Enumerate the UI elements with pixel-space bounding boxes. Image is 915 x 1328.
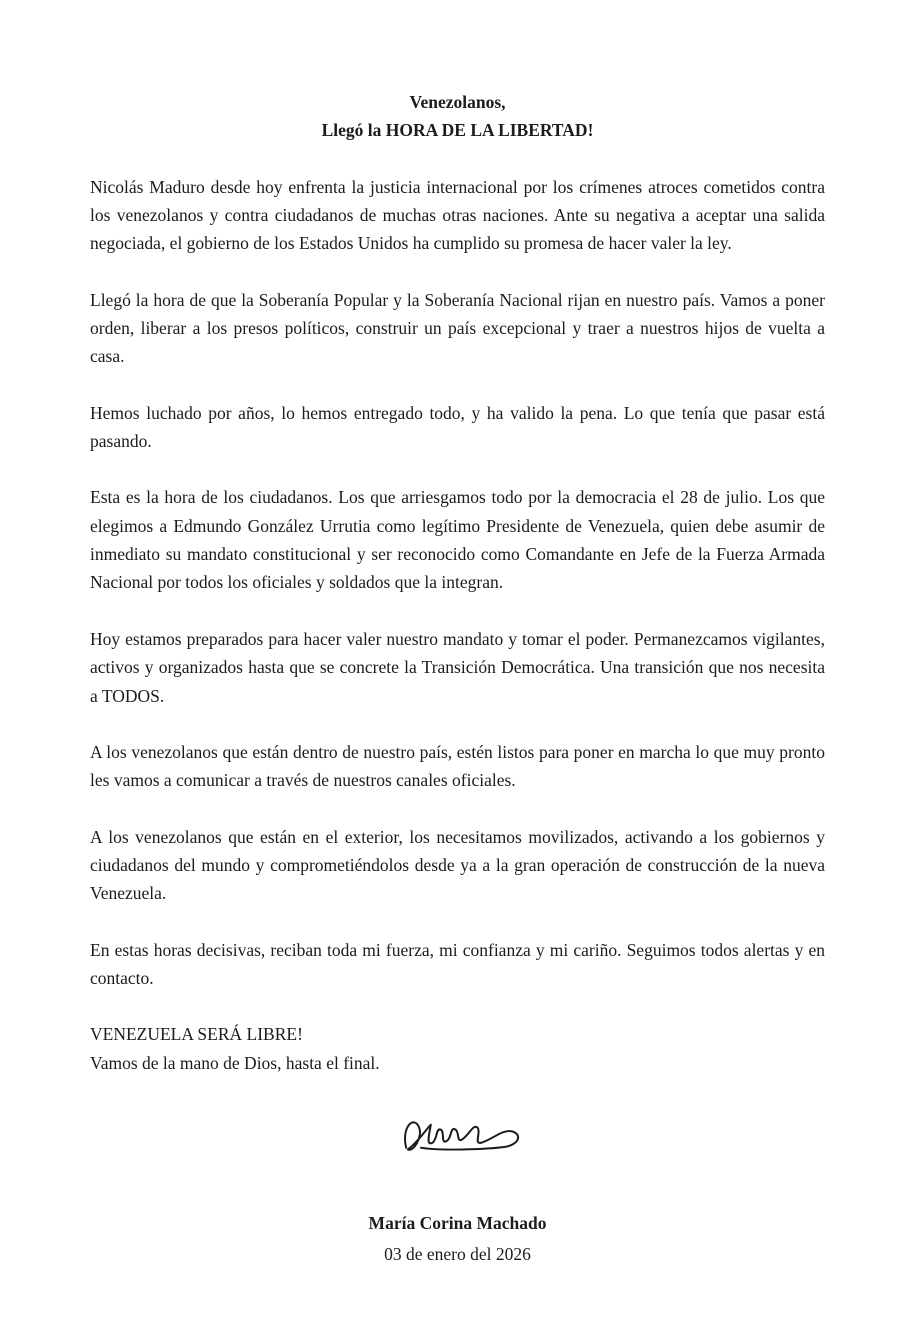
signature-area: [90, 1107, 825, 1268]
paragraph: Hoy estamos preparados para hacer valer nuestro mandato y tomar el poder. Permanezcamos vigilantes, activos y organizados hasta que se concrete la Transición Democrática. Una transición que nos necesita a TODOS.: [90, 628, 825, 706]
signer-name: María Corina Machado: [368, 1213, 547, 1234]
letter-body: [90, 173, 825, 1077]
title-line-1: Venezolanos,: [409, 92, 506, 112]
paragraph: En estas horas decisivas, reciban toda mi fuerza, mi confianza y mi cariño. Seguimos todos alertas y en contacto.: [90, 939, 825, 988]
title-line-2: Llegó la HORA DE LA LIBERTAD!: [321, 120, 594, 141]
closing-block: [90, 1020, 825, 1077]
signature-date: 03 de enero del 2026: [384, 1243, 531, 1264]
closing-line-1: VENEZUELA SERÁ LIBRE!: [90, 1024, 303, 1045]
signature-image: [388, 1107, 528, 1175]
paragraph: Llegó la hora de que la Soberanía Popular y la Soberanía Nacional rijan en nuestro país. Vamos a poner orden, liberar a los presos políticos, construir un país excepcional y traer a nuestros hijos de vuelta a casa.: [90, 289, 825, 367]
paragraph: A los venezolanos que están en el exterior, los necesitamos movilizados, activando a los gobiernos y ciudadanos del mundo y comprometiéndolos desde ya a la gran operación de construcción de la nueva Venezuela.: [90, 826, 825, 904]
paragraph: Nicolás Maduro desde hoy enfrenta la justicia internacional por los crímenes atroces cometidos contra los venezolanos y contra ciudadanos de muchas otras naciones. Ante su negativa a aceptar una salida negociada, el gobierno de los Estados Unidos ha cumplido su promesa de hacer valer la ley.: [90, 176, 825, 254]
page-title: [90, 88, 825, 145]
paragraph: Hemos luchado por años, lo hemos entregado todo, y ha valido la pena. Lo que tenía que pasar está pasando.: [90, 402, 825, 452]
paragraph: Esta es la hora de los ciudadanos. Los que arriesgamos todo por la democracia el 28 de julio. Los que elegimos a Edmundo González Urrutia como legítimo Presidente de Venezuela, quien debe asumir de inmediato su mandato constitucional y ser reconocido como Comandante en Jefe de la Fuerza Armada Nacional por todos los oficiales y soldados que la integran.: [90, 487, 825, 593]
paragraph: A los venezolanos que están dentro de nuestro país, estén listos para poner en marcha lo que muy pronto les vamos a comunicar a través de nuestros canales oficiales.: [90, 741, 825, 791]
closing-line-2: Vamos de la mano de Dios, hasta el final.: [90, 1052, 380, 1073]
